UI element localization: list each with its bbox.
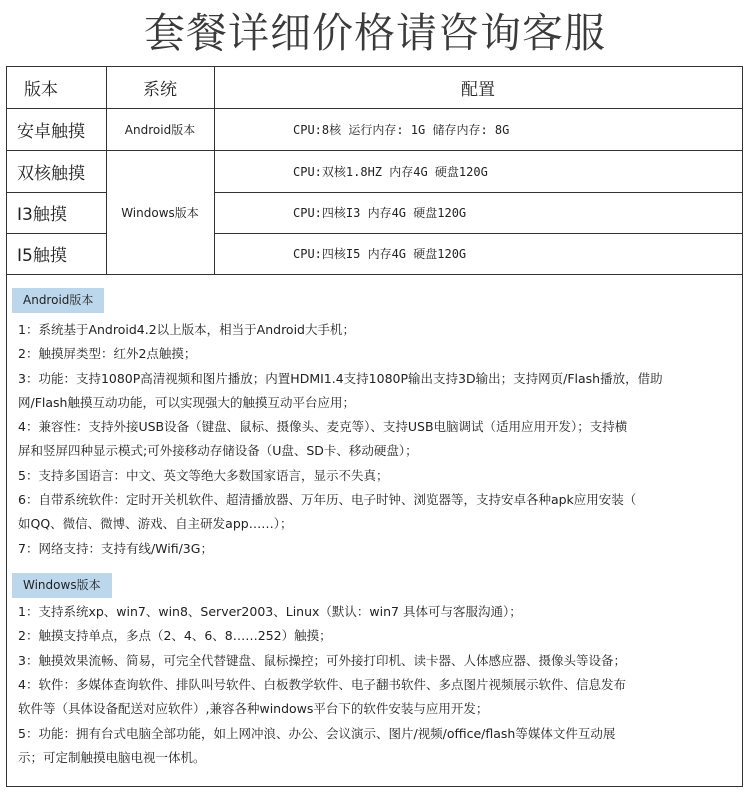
row-name-i3: I3触摸 — [17, 205, 67, 225]
android-section-tag: Android版本 — [12, 288, 104, 313]
header-system: 系统 — [143, 80, 177, 100]
android-line: 3：功能：支持1080P高清视频和图片播放；内置HDMI1.4支持1080P输出支持3D输出；支持网页/Flash播放，借助 — [18, 371, 663, 386]
row-os-android: Android版本 — [124, 122, 196, 137]
row-name-dualcore: 双核触摸 — [17, 163, 85, 184]
android-line: 屏和竖屏四种显示模式;可外接移动存储设备（U盘、SD卡、移动硬盘）； — [18, 443, 418, 458]
row-name-android: 安卓触摸 — [17, 121, 85, 142]
row-os-windows: Windows版本 — [121, 205, 199, 220]
android-line: 如QQ、微信、微博、游戏、自主研发app……）； — [18, 516, 293, 531]
windows-line: 软件等（具体设备配送对应软件）,兼容各种windows平台下的软件安装与应用开发； — [18, 701, 489, 716]
windows-line: 3：触摸效果流畅、简易，可完全代替键盘、鼠标操控；可外接打印机、读卡器、人体感应器、摄像头等设备； — [18, 653, 626, 668]
android-line: 4：兼容性：支持外接USB设备（键盘、鼠标、摄像头、麦克等）、支持USB电脑调试（适用应用开发）；支持横 — [18, 419, 628, 434]
row-config-i5: CPU:四核I5 内存4G 硬盘120G — [293, 247, 467, 261]
android-line: 6：自带系统软件：定时开关机软件、超清播放器、万年历、电子时钟、浏览器等，支持安卓各种apk应用安装（ — [18, 492, 637, 507]
spec-table — [6, 66, 743, 275]
description-box — [6, 275, 743, 787]
header-version: 版本 — [24, 80, 58, 100]
row-config-android: CPU:8核 运行内存: 1G 储存内存: 8G — [293, 122, 510, 137]
row-config-dualcore: CPU:双核1.8HZ 内存4G 硬盘120G — [293, 164, 488, 179]
windows-line: 1：支持系统xp、win7、win8、Server2003、Linux（默认：win7 具体可与客服沟通）； — [18, 604, 522, 619]
android-line: 5：支持多国语言：中文、英文等绝大多数国家语言，显示不失真； — [18, 468, 389, 483]
row-config-i3: CPU:四核I3 内存4G 硬盘120G — [293, 206, 467, 220]
android-line: 2：触摸屏类型：红外2点触摸； — [18, 346, 197, 361]
windows-section-tag: Windows版本 — [12, 573, 112, 598]
windows-line: 4：软件：多媒体查询软件、排队叫号软件、白板教学软件、电子翻书软件、多点图片视频展示软件、信息发布 — [18, 677, 626, 692]
header-config: 配置 — [461, 80, 495, 100]
android-line: 网/Flash触摸互动功能，可以实现强大的触摸互动平台应用； — [18, 395, 355, 410]
row-name-i5: I5触摸 — [17, 246, 67, 266]
android-line: 1：系统基于Android4.2以上版本，相当于Android大手机； — [18, 322, 355, 337]
page-title: 套餐详细价格请咨询客服 — [144, 9, 606, 57]
android-line: 7：网络支持：支持有线/Wifi/3G； — [18, 541, 213, 556]
windows-line: 2：触摸支持单点，多点（2、4、6、8……252）触摸； — [18, 628, 332, 643]
windows-line: 5：功能：拥有台式电脑全部功能，如上网冲浪、办公、会议演示、图片/视频/office/flash等媒体文件互动展 — [18, 726, 616, 741]
windows-line: 示；可定制触摸电脑电视一体机。 — [18, 750, 206, 765]
